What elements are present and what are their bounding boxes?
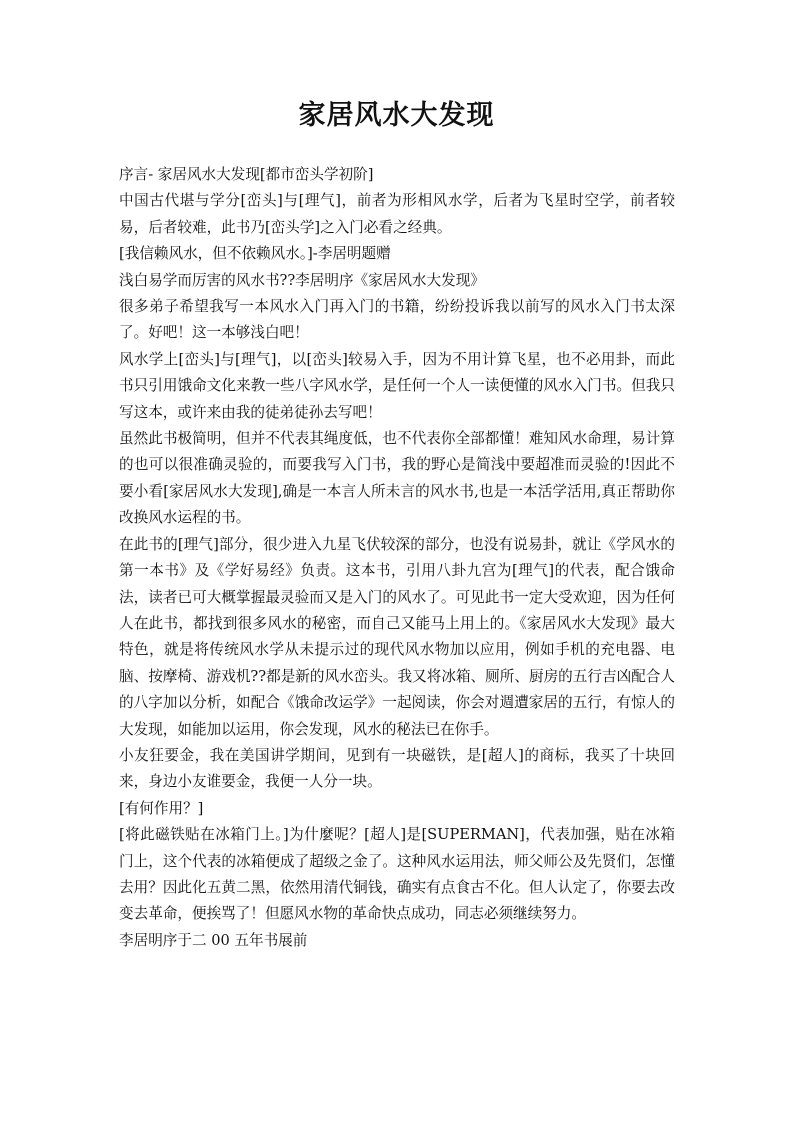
document-body <box>119 162 675 954</box>
paragraph-preface-heading: 序言- 家居风水大发现[都市峦头学初阶] <box>119 166 374 183</box>
paragraph-signature: 李居明序于二 00 五年书展前 <box>119 931 308 949</box>
document-title: 家居风水大发现 <box>298 100 495 131</box>
paragraph: 虽然此书极简明，但并不代表其绳度低，也不代表你全部都懂！难知风水命理，易计算的也可以很准确灵验的，而要我写入门书，我的野心是简浅中要超准而灵验的!因此不要小看[家居风水大发现],确是一本言人所未言的风水书,也是一本活学活用,真正帮助你改换风水运程的书。 <box>119 430 675 527</box>
paragraph: 在此书的[理气]部分，很少进入九星飞伏较深的部分，也没有说易卦，就让《学风水的第一本书》及《学好易经》负责。这本书，引用八卦九宫为[理气]的代表，配合饿命法，读者已可大概掌握最灵验而又是入门的风水了。可见此书一定大受欢迎，因为任何人在此书，都找到很多风水的秘密，而自己又能马上用上的。《家居风水大发现》最大特色，就是将传统风水学从未提示过的现代风水物加以应用，例如手机的充电器、电脑、按摩椅、游戏机??都是新的风水峦头。我又将冰箱、厕所、厨房的五行吉凶配合人的八字加以分析，如配合《饿命改运学》一起阅读，你会对週遭家居的五行，有惊人的大发现，如能加以运用，你会发现，风水的秘法已在你手。 <box>119 535 675 738</box>
paragraph: 小友狂要金，我在美国讲学期间，见到有一块磁铁，是[超人]的商标，我买了十块回来，身边小友谁要金，我便一人分一块。 <box>119 746 675 791</box>
paragraph: 风水学上[峦头]与[理气]，以[峦头]较易入手，因为不用计算飞星，也不必用卦，而此书只引用饿命文化来教一些八字风水学，是任何一个人一读便懂的风水入门书。但我只写这本，或许来由我的徒弟徒孙去写吧！ <box>119 350 675 421</box>
paragraph: 很多弟子希望我写一本风水入门再入门的书籍，纷纷投诉我以前写的风水入门书太深了。好吧！这一本够浅白吧！ <box>119 298 675 342</box>
paragraph-question: [有何作用？] <box>119 799 204 817</box>
paragraph-subheading: 浅白易学而厉害的风水书??李居明序《家居风水大发现》 <box>119 271 485 289</box>
paragraph: [将此磁铁贴在冰箱门上。]为什麼呢？[超人]是[SUPERMAN]，代表加强，贴在冰箱门上，这个代表的冰箱便成了超级之金了。这种风水运用法，师父师公及先贤们，怎懂去用？因此化五黄二黑，依然用清代铜钱，确实有点食古不化。但人认定了，你要去改变去革命，便挨骂了！但愿风水物的革命快点成功，同志必须继续努力。 <box>119 826 675 923</box>
paragraph-quote: [我信赖风水，但不依赖风水。]-李居明题赠 <box>119 245 391 263</box>
paragraph: 中国古代堪与学分[峦头]与[理气]，前者为形相风水学，后者为飞星时空学，前者较易，后者较难，此书乃[峦头学]之入门必看之经典。 <box>119 192 675 236</box>
